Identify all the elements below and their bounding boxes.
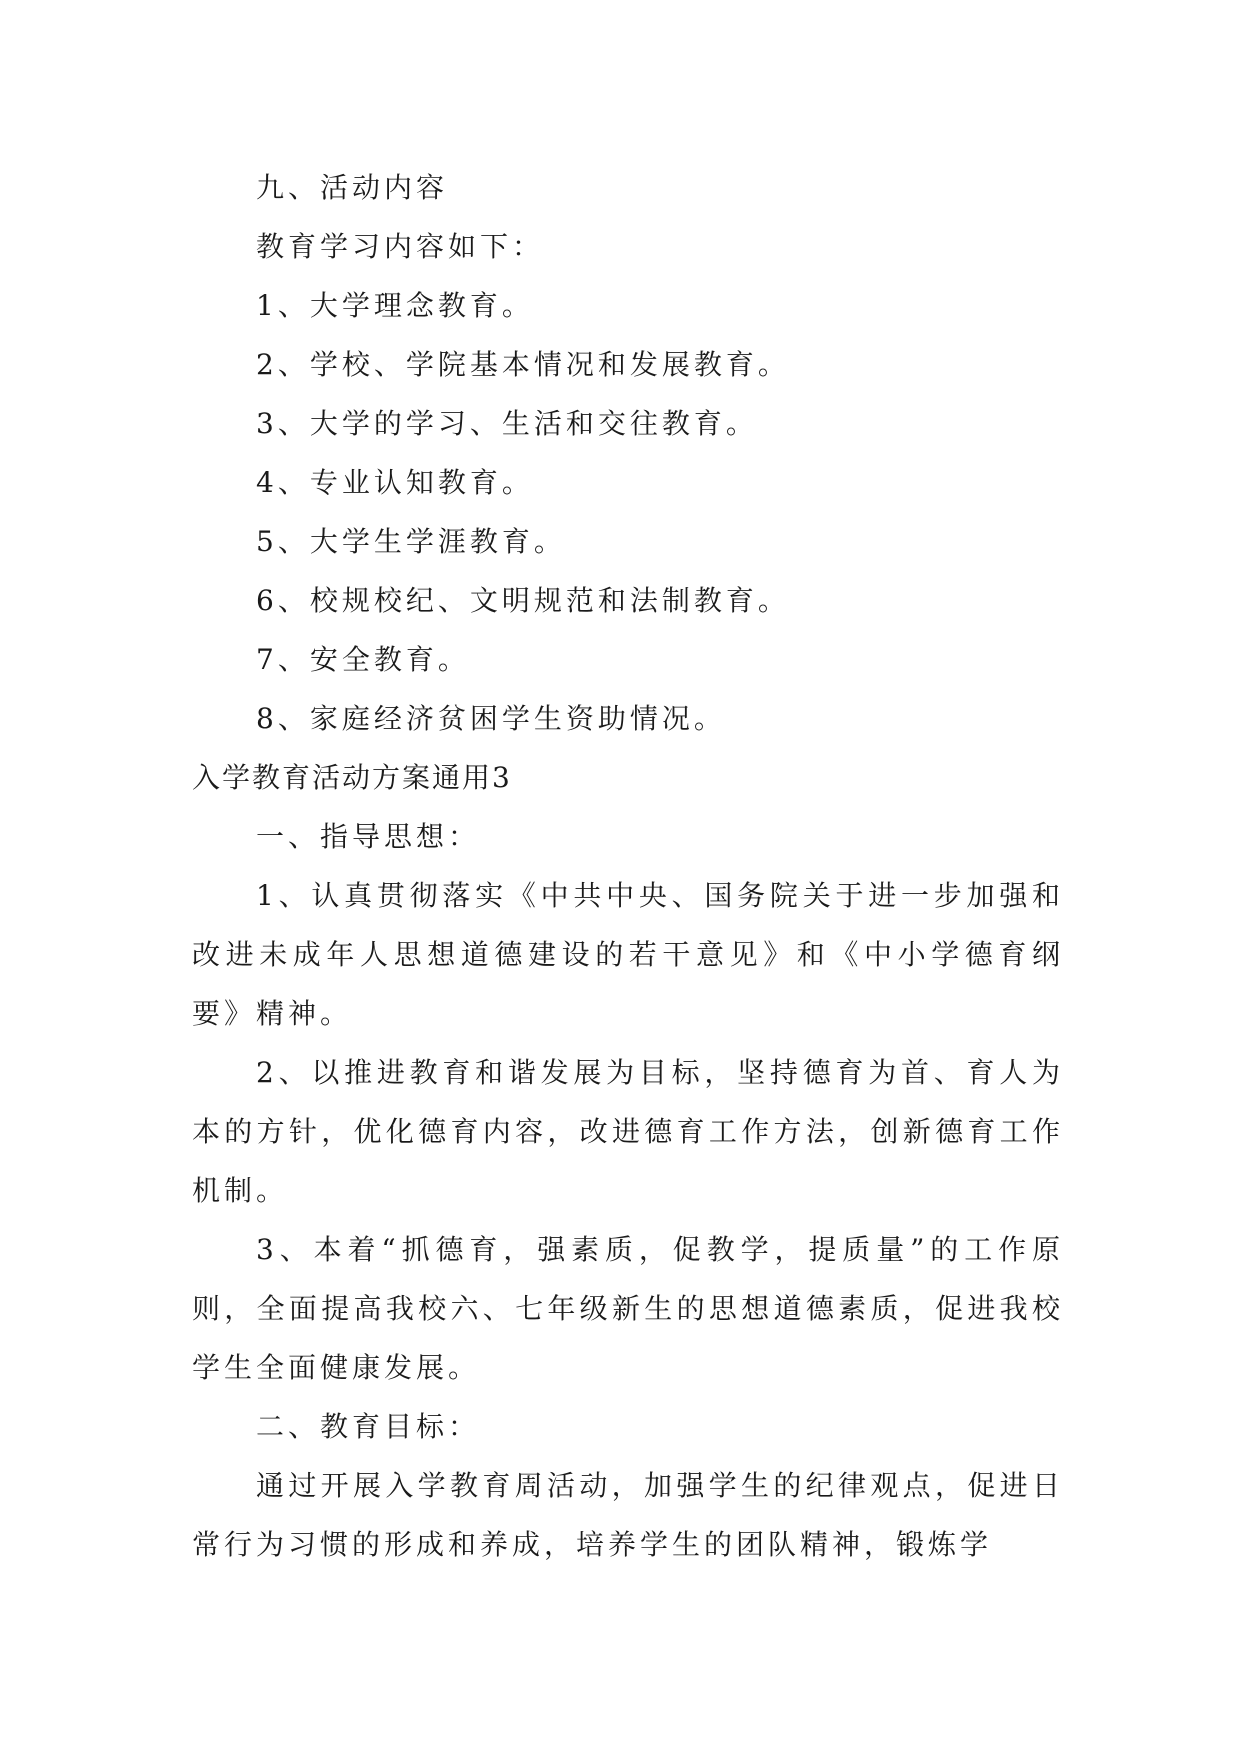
list-item-8: 8、家庭经济贫困学生资助情况。 [256, 702, 726, 735]
heading-education-goals: 二、教育目标： [256, 1410, 481, 1443]
list-item-1: 1、大学理念教育。 [256, 289, 534, 322]
document-body [192, 158, 1064, 1574]
list-item-3: 3、大学的学习、生活和交往教育。 [256, 407, 758, 440]
document-section-title: 入学教育活动方案通用3 [192, 761, 512, 794]
paragraph-ideology-1: 1、认真贯彻落实《中共中央、国务院关于进一步加强和改进未成年人思想道德建设的若干意见》和《中小学德育纲要》精神。 [192, 879, 1064, 1030]
list-item-2: 2、学校、学院基本情况和发展教育。 [256, 348, 790, 381]
heading-guiding-ideology: 一、指导思想： [256, 820, 481, 853]
list-item-4: 4、专业认知教育。 [256, 466, 534, 499]
paragraph-ideology-2: 2、以推进教育和谐发展为目标，坚持德育为首、育人为本的方针，优化德育内容，改进德育工作方法，创新德育工作机制。 [192, 1056, 1064, 1207]
paragraph-section-nine-heading: 九、活动内容 [256, 171, 449, 204]
paragraph-education-goals: 通过开展入学教育周活动，加强学生的纪律观点，促进日常行为习惯的形成和养成，培养学生的团队精神，锻炼学 [192, 1469, 1064, 1561]
list-item-7: 7、安全教育。 [256, 643, 470, 676]
paragraph-ideology-3: 3、本着“抓德育，强素质，促教学，提质量”的工作原则，全面提高我校六、七年级新生的思想道德素质，促进我校学生全面健康发展。 [192, 1233, 1064, 1384]
paragraph-content-intro: 教育学习内容如下： [256, 230, 545, 263]
list-item-6: 6、校规校纪、文明规范和法制教育。 [256, 584, 790, 617]
list-item-5: 5、大学生学涯教育。 [256, 525, 566, 558]
